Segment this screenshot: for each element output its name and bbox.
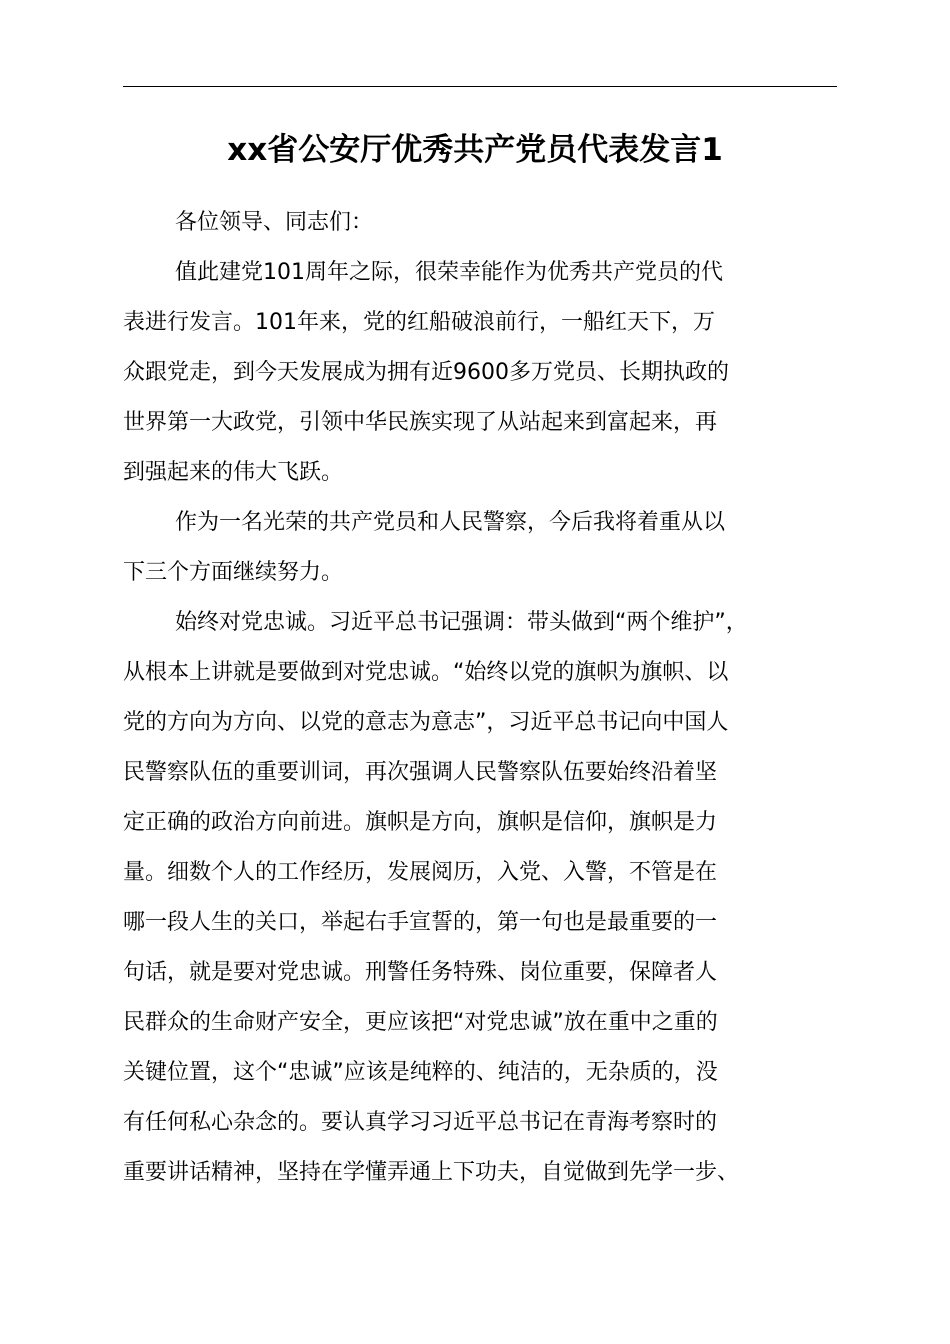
text-line: 表进行发言。101年来，党的红船破浪前行，一船红天下，万 — [123, 310, 715, 335]
text-line: 下三个方面继续努力。 — [123, 560, 344, 585]
text-line: 重要讲话精神，坚持在学懂弄通上下功夫，自觉做到先学一步、 — [123, 1160, 740, 1185]
text-line: 关键位置，这个“忠诚”应该是纯粹的、纯洁的，无杂质的，没 — [123, 1060, 718, 1085]
text-line: 哪一段人生的关口，举起右手宣誓的，第一句也是最重要的一 — [123, 910, 718, 935]
document-title: xx省公安厅优秀共产党员代表发言1 — [227, 132, 723, 168]
paragraph-1 — [123, 248, 837, 498]
greeting: 各位领导、同志们： — [175, 210, 374, 235]
header-rule — [123, 86, 837, 87]
text-line: 有任何私心杂念的。要认真学习习近平总书记在青海考察时的 — [123, 1110, 718, 1135]
text-line: 众跟党走，到今天发展成为拥有近9600多万党员、长期执政的 — [123, 360, 729, 385]
text-line: 民群众的生命财产安全，更应该把“对党忠诚”放在重中之重的 — [123, 1010, 718, 1035]
text-line: 党的方向为方向、以党的意志为意志”，习近平总书记向中国人 — [123, 710, 729, 735]
text-line: 到强起来的伟大飞跃。 — [123, 460, 344, 485]
text-line: 量。细数个人的工作经历，发展阅历，入党、入警，不管是在 — [123, 860, 718, 885]
paragraph-3 — [123, 598, 837, 1198]
text-line: 定正确的政治方向前进。旗帜是方向，旗帜是信仰，旗帜是力 — [123, 810, 718, 835]
text-line: 句话，就是要对党忠诚。刑警任务特殊、岗位重要，保障者人 — [123, 960, 718, 985]
document-body — [123, 198, 837, 1198]
text-line: 民警察队伍的重要训词，再次强调人民警察队伍要始终沿着坚 — [123, 760, 718, 785]
text-line: 作为一名光荣的共产党员和人民警察，今后我将着重从以 — [175, 510, 726, 535]
text-line: 从根本上讲就是要做到对党忠诚。“始终以党的旗帜为旗帜、以 — [123, 660, 729, 685]
text-line: 始终对党忠诚。习近平总书记强调：带头做到“两个维护”， — [175, 610, 748, 635]
text-line: 值此建党101周年之际，很荣幸能作为优秀共产党员的代 — [175, 260, 723, 285]
text-line: 世界第一大政党，引领中华民族实现了从站起来到富起来，再 — [123, 410, 718, 435]
paragraph-2 — [123, 498, 837, 598]
